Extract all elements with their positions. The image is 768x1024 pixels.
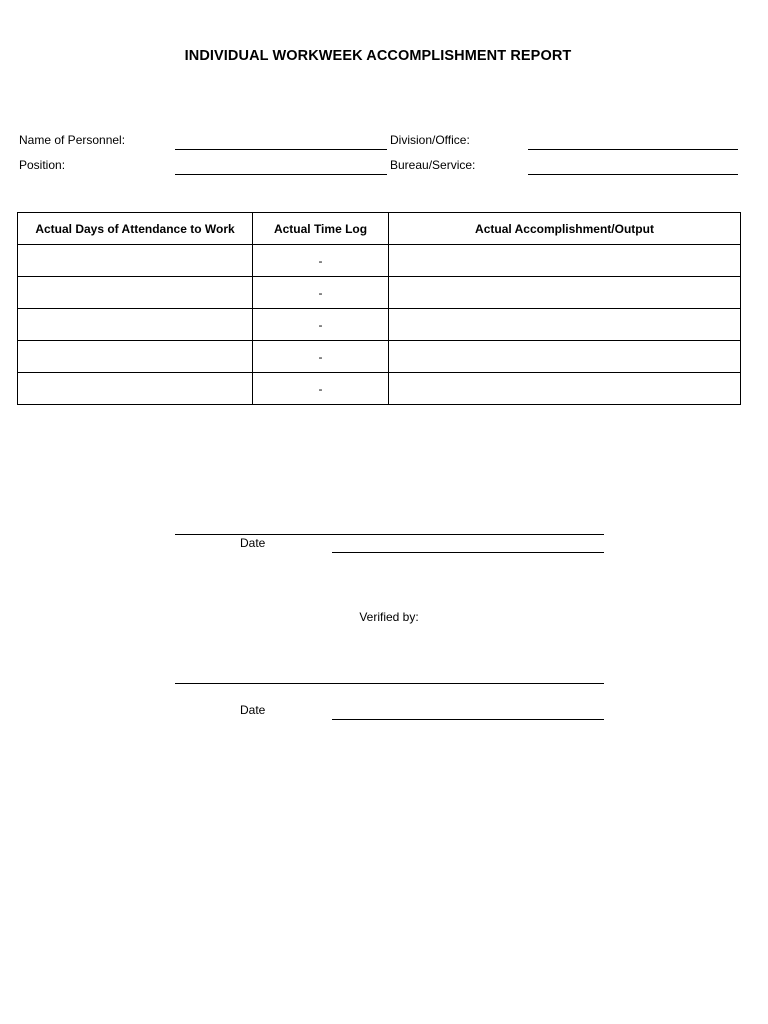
name-of-personnel-label: Name of Personnel:: [19, 133, 126, 147]
time-log-cell[interactable]: -: [253, 277, 389, 309]
time-log-cell[interactable]: -: [253, 309, 389, 341]
accomplishment-cell[interactable]: [389, 341, 741, 373]
date-label-2: Date: [240, 703, 266, 717]
division-office-label: Division/Office:: [390, 133, 470, 147]
header-time-log: Actual Time Log: [253, 213, 389, 245]
date-field-1[interactable]: [332, 552, 604, 553]
date-field-2[interactable]: [332, 719, 604, 720]
table-row: [18, 277, 741, 309]
time-log-cell[interactable]: -: [253, 341, 389, 373]
verifier-signature-line[interactable]: [175, 683, 604, 684]
accomplishment-cell[interactable]: [389, 309, 741, 341]
time-log-cell[interactable]: -: [253, 245, 389, 277]
header-attendance-days: Actual Days of Attendance to Work: [18, 213, 253, 245]
accomplishment-table: [17, 212, 741, 405]
personnel-signature-line[interactable]: [175, 534, 604, 535]
header-accomplishment-output: Actual Accomplishment/Output: [389, 213, 741, 245]
table-row: [18, 309, 741, 341]
accomplishment-cell[interactable]: [389, 277, 741, 309]
attendance-cell[interactable]: [18, 245, 253, 277]
accomplishment-cell[interactable]: [389, 245, 741, 277]
table-header-row: [18, 213, 741, 245]
attendance-cell[interactable]: [18, 341, 253, 373]
verified-by-label: Verified by:: [359, 610, 419, 624]
position-label: Position:: [19, 158, 66, 172]
position-field[interactable]: [175, 174, 387, 175]
date-label-1: Date: [240, 536, 266, 550]
division-office-field[interactable]: [528, 149, 738, 150]
attendance-cell[interactable]: [18, 373, 253, 405]
table-row: [18, 341, 741, 373]
time-log-cell[interactable]: -: [253, 373, 389, 405]
table-row: [18, 373, 741, 405]
attendance-cell[interactable]: [18, 309, 253, 341]
attendance-cell[interactable]: [18, 277, 253, 309]
report-title: INDIVIDUAL WORKWEEK ACCOMPLISHMENT REPORT: [184, 48, 572, 64]
name-of-personnel-field[interactable]: [175, 149, 387, 150]
bureau-service-field[interactable]: [528, 174, 738, 175]
bureau-service-label: Bureau/Service:: [390, 158, 476, 172]
table-row: [18, 245, 741, 277]
accomplishment-cell[interactable]: [389, 373, 741, 405]
